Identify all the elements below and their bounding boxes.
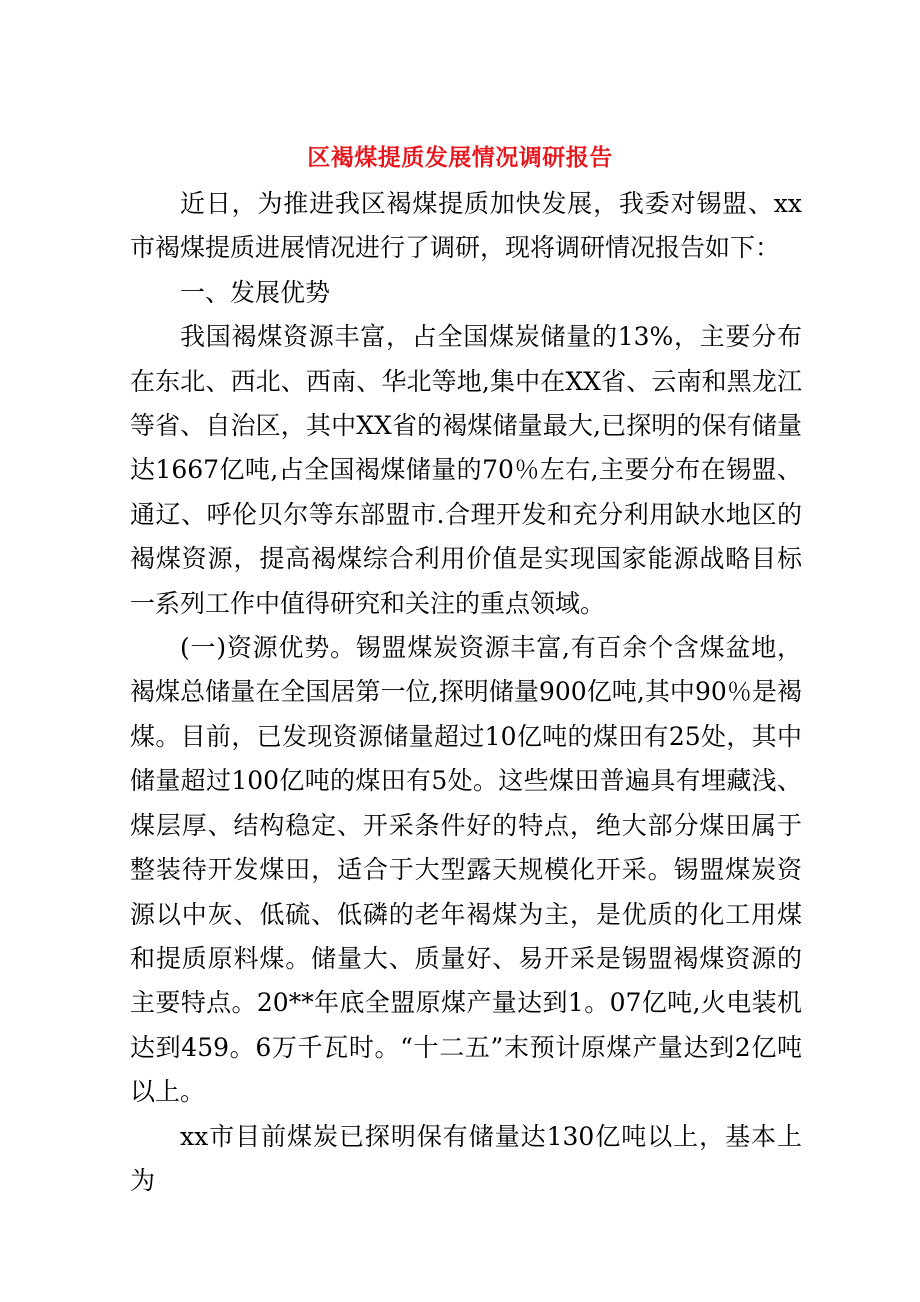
section-heading-advantages: 一、发展优势 xyxy=(180,277,331,307)
paragraph-intro: 近日，为推进我区褐煤提质加快发展，我委对锡盟、xx市褐煤提质进展情况进行了调研，现将调研情况报告如下： xyxy=(130,189,802,263)
paragraph-city-reserves: xx市目前煤炭已探明保有储量达130亿吨以上，基本上为 xyxy=(130,1121,802,1195)
document-body xyxy=(130,182,802,1203)
paragraph-resource-advantage: (一)资源优势。锡盟煤炭资源丰富,有百余个含煤盆地，褐煤总储量在全国居第一位,探明储量900亿吨,其中90％是褐煤。目前，已发现资源储量超过10亿吨的煤田有25处，其中储量超过100亿吨的煤田有5处。这些煤田普遍具有埋藏浅、煤层厚、结构稳定、开采条件好的特点，绝大部分煤田属于整装待开发煤田，适合于大型露天规模化开采。锡盟煤炭资源以中灰、低硫、低磷的老年褐煤为主，是优质的化工用煤和提质原料煤。储量大、质量好、易开采是锡盟褐煤资源的主要特点。20**年底全盟原煤产量达到1。07亿吨,火电装机达到459。6万千瓦时。“十二五”末预计原煤产量达到2亿吨以上。 xyxy=(130,633,802,1107)
document-title: 区褐煤提质发展情况调研报告 xyxy=(307,145,613,171)
paragraph-national-reserves: 我国褐煤资源丰富，占全国煤炭储量的13%，主要分布在东北、西北、西南、华北等地,集中在XX省、云南和黑龙江等省、自治区，其中XX省的褐煤储量最大,已探明的保有储量达1667亿吨,占全国褐煤储量的70％左右,主要分布在锡盟、通辽、呼伦贝尔等东部盟市.合理开发和充分利用缺水地区的褐煤资源，提高褐煤综合利用价值是实现国家能源战略目标一系列工作中值得研究和关注的重点领域。 xyxy=(130,322,802,618)
